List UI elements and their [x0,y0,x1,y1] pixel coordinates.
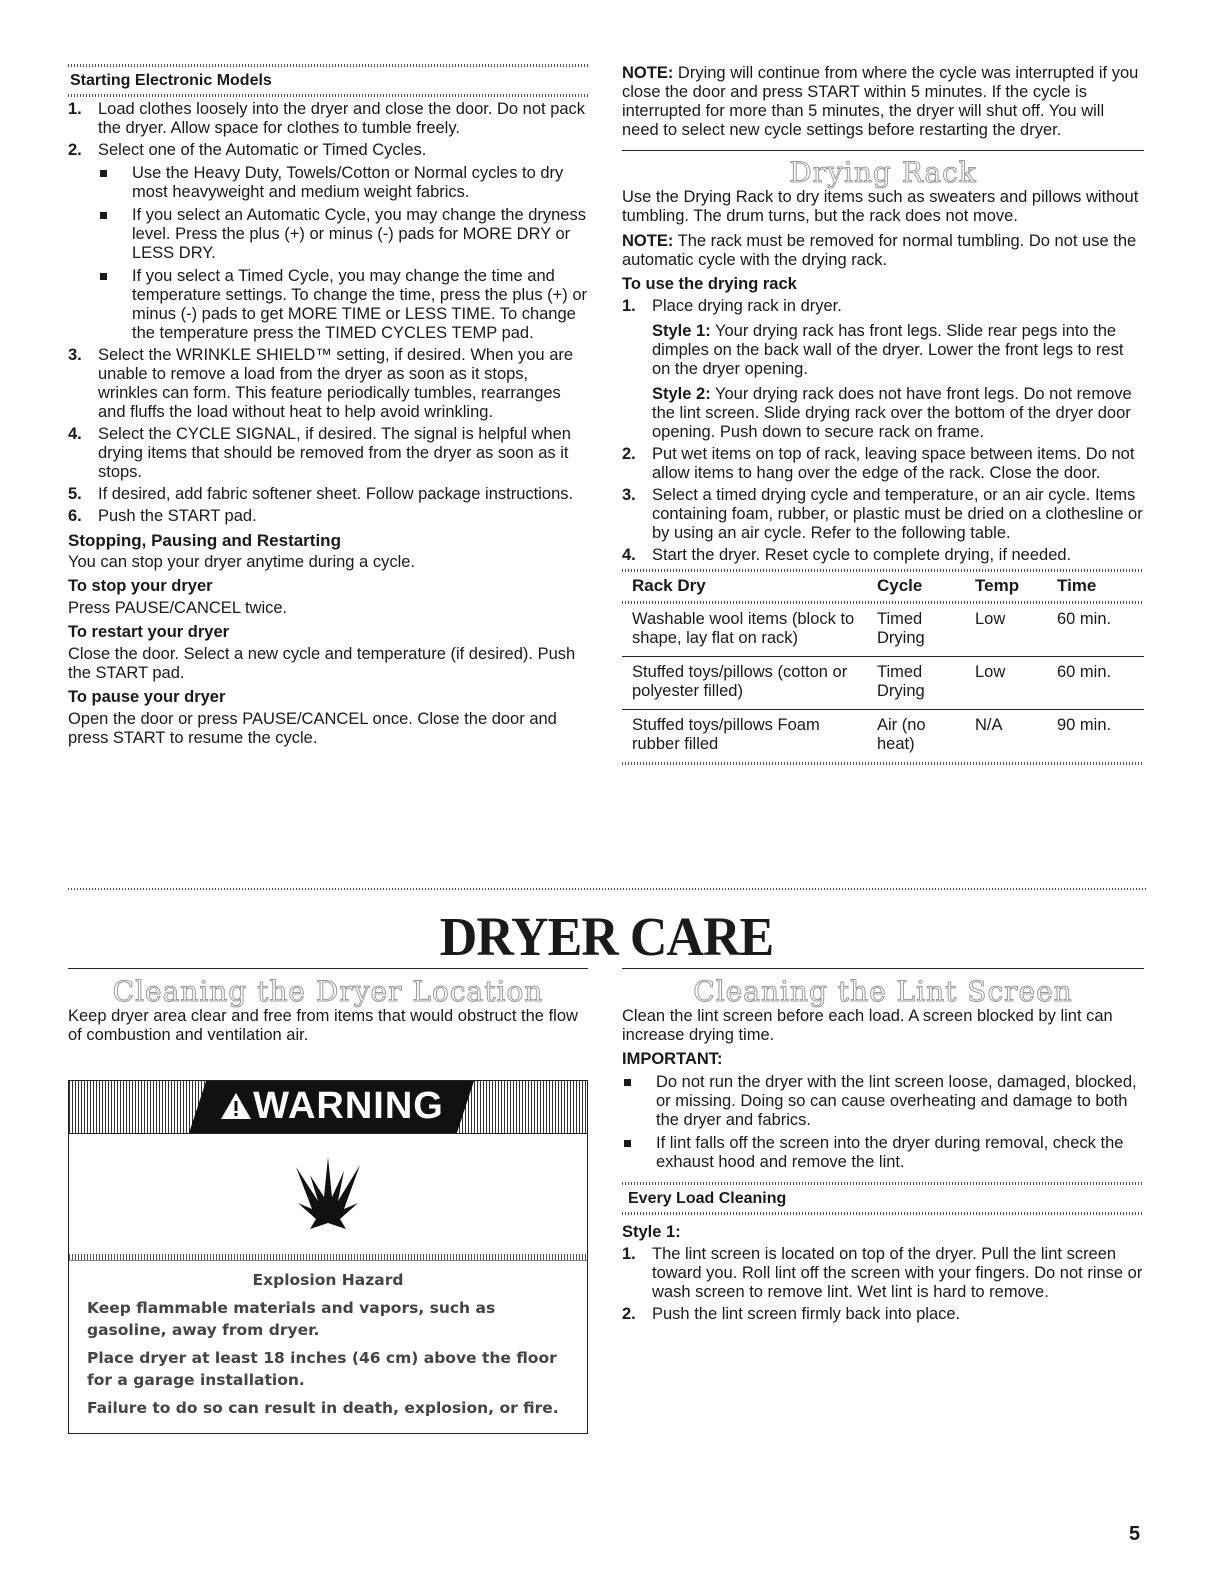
table-cell: Timed Drying [867,604,965,657]
section-divider [68,888,1146,890]
step-text: Place drying rack in dryer. [652,297,842,315]
list-item [622,546,1144,565]
step-number: 3. [622,486,636,504]
lint-screen-section [622,975,1144,1324]
step-text: Start the dryer. Reset cycle to complete drying, if needed. [652,546,1072,564]
list-item [68,346,588,422]
step-text: Load clothes loosely into the dryer and close the door. Do not pack the dryer. Allow space for clothes to tumble freely. [98,100,586,137]
warning-triangle-icon [219,1091,253,1121]
style-label: Style 1: [652,322,711,340]
left-column [68,64,588,748]
step-number: 6. [68,507,82,525]
step-text: Select the WRINKLE SHIELD™ setting, if desired. When you are unable to remove a load from the dryer as soon as it stops, wrinkles can form. This feature periodically tumbles, rearranges and fluffs the load without heat to help avoid wrinkling. [98,346,574,421]
list-item [622,297,1144,442]
divider [622,569,1144,572]
step-text: Select a timed drying cycle and temperature, or an air cycle. Items containing foam, rubber, or plastic must be dried on a clothesline or by using an air cycle. Refer to the following table. [652,486,1143,542]
table-row [622,657,1144,710]
pause-text: Open the door or press PAUSE/CANCEL once. Close the door and press START to resume the cycle. [68,710,557,747]
style1-heading: Style 1: [622,1223,681,1241]
table-cell: 90 min. [1057,716,1112,734]
section-rule [68,968,588,969]
every-load-box [622,1185,1144,1212]
table-header-row [622,574,1144,601]
table-cell: Washable wool items (block to shape, lay flat on rack) [622,604,867,657]
important-label: IMPORTANT: [622,1050,723,1068]
list-item [68,485,588,504]
lint-bullets [622,1073,1144,1172]
stop-heading: To stop your dryer [68,577,213,595]
table-cell: N/A [975,716,1003,734]
style2-paragraph [652,385,1144,442]
page-number: 5 [1129,1523,1141,1545]
table-row [622,710,1144,763]
list-item [68,425,588,482]
table-cell: Stuffed toys/pillows (cotton or polyester filled) [622,657,867,710]
step-text: Push the START pad. [98,507,257,525]
restart-text: Close the door. Select a new cycle and temperature (if desired). Push the START pad. [68,645,576,682]
step-text: If desired, add fabric softener sheet. Follow package instructions. [98,485,574,503]
note-label: NOTE: [622,64,674,82]
rack-note [622,232,1144,270]
stopping-intro: You can stop your dryer anytime during a cycle. [68,553,415,571]
rack-dry-table [622,574,1144,762]
drying-rack-intro: Use the Drying Rack to dry items such as sweaters and pillows without tumbling. The drum turns, but the rack does not move. [622,188,1139,225]
style-text: Your drying rack does not have front legs. Do not remove the lint screen. Slide drying rack over the bottom of the dryer door opening. Push down to secure rack on frame. [652,385,1132,441]
list-item [68,100,588,138]
pause-heading: To pause your dryer [68,688,226,706]
lint-intro: Clean the lint screen before each load. A screen blocked by lint can increase drying time. [622,1007,1113,1044]
stopping-heading: Stopping, Pausing and Restarting [68,531,341,550]
step-number: 2. [622,445,636,463]
table-cell: 60 min. [1047,657,1144,710]
warning-body [69,1261,587,1419]
warning-title [189,1085,474,1128]
table-cell: Air (no heat) [877,716,926,753]
restart-heading: To restart your dryer [68,623,230,641]
warning-band [69,1081,587,1134]
step-number: 4. [68,425,82,443]
explosion-icon [288,1149,368,1239]
starting-heading: Starting Electronic Models [70,72,272,89]
section-rule [622,150,1144,151]
step-number: 1. [68,100,82,118]
lint-screen-title: Cleaning the Lint Screen [693,975,1073,1008]
bullet-item: Use the Heavy Duty, Towels/Cotton or Normal cycles to dry most heavyweight and medium weight fabrics. [98,164,588,202]
rack-steps [622,297,1144,565]
hazard-title: Explosion Hazard [252,1271,404,1289]
stop-text: Press PAUSE/CANCEL twice. [68,599,288,617]
step-number: 5. [68,485,82,503]
warning-line: Failure to do so can result in death, explosion, or fire. [87,1399,559,1417]
dryer-care-title: DRYER CARE [439,907,774,968]
bullet-item: If lint falls off the screen into the dryer during removal, check the exhaust hood and remove the lint. [622,1134,1144,1172]
col-temp: Temp [975,576,1020,595]
warning-icon-area [69,1134,587,1254]
divider [622,762,1144,765]
table-cell: 60 min. [1047,604,1144,657]
step-number: 1. [622,297,636,315]
step-number: 2. [68,141,82,159]
note-text: Drying will continue from where the cycle was interrupted if you close the door and press START within 5 minutes. If the cycle is interrupted for more than 5 minutes, the dryer will shut off. You will need to select new cycle settings before restarting the dryer. [622,64,1139,139]
step-text: Select the CYCLE SIGNAL, if desired. The signal is helpful when drying items that should be removed from the dryer as soon as it stops. [98,425,571,481]
list-item [622,1305,1144,1324]
section-rule [622,968,1144,969]
drying-rack-title: Drying Rack [789,156,977,189]
step-number: 1. [622,1245,636,1263]
list-item [622,1245,1144,1302]
list-item [68,507,588,526]
table-cell: Stuffed toys/pillows Foam rubber filled [632,716,820,753]
note-text: The rack must be removed for normal tumbling. Do not use the automatic cycle with the drying rack. [622,232,1137,269]
step-text: Put wet items on top of rack, leaving space between items. Do not allow items to hang over the edge of the rack. Close the door. [652,445,1135,482]
bullet-item: Do not run the dryer with the lint screen loose, damaged, blocked, or missing. Doing so can cause overheating and damage to both the dryer and fabrics. [622,1073,1144,1130]
step-text: The lint screen is located on top of the dryer. Pull the lint screen toward you. Roll lint off the screen with your fingers. Do not rinse or wash screen to remove lint. Wet lint is hard to remove. [652,1245,1143,1301]
lint-steps [622,1245,1144,1324]
cycle-bullets [98,164,588,343]
step-number: 2. [622,1305,636,1323]
list-item [622,445,1144,483]
table-row [622,604,1144,657]
col-rack-dry: Rack Dry [632,576,706,595]
list-item [68,141,588,343]
cleaning-location-text: Keep dryer area clear and free from items that would obstruct the flow of combustion and ventilation air. [68,1007,578,1044]
every-load-heading: Every Load Cleaning [628,1190,787,1207]
cleaning-location-section [68,975,588,1045]
warning-box [68,1080,588,1434]
warning-divider [69,1254,587,1261]
starting-heading-box [68,67,588,94]
style1-paragraph [652,322,1144,379]
step-number: 4. [622,546,636,564]
divider [68,94,588,97]
warning-line: Place dryer at least 18 inches (46 cm) above the floor for a garage installation. [87,1349,557,1389]
table-cell: Low [965,657,1047,710]
bullet-item: If you select an Automatic Cycle, you may change the dryness level. Press the plus (+) or minus (-) pads for MORE DRY or LESS DRY. [98,206,588,263]
step-text: Select one of the Automatic or Timed Cycles. [98,141,427,159]
style-label: Style 2: [652,385,711,403]
table-cell: Timed Drying [867,657,965,710]
right-column [622,64,1144,765]
warning-word: WARNING [253,1085,444,1127]
step-text: Push the lint screen firmly back into place. [652,1305,961,1323]
note-label: NOTE: [622,232,674,250]
step-number: 3. [68,346,82,364]
note-paragraph [622,64,1144,140]
col-cycle: Cycle [877,576,923,595]
cleaning-location-title: Cleaning the Dryer Location [112,975,544,1008]
col-time: Time [1057,576,1097,595]
warning-line: Keep flammable materials and vapors, such as gasoline, away from dryer. [87,1299,496,1339]
bullet-item: If you select a Timed Cycle, you may change the time and temperature settings. To change the time, press the plus (+) or minus (-) pads to get MORE TIME or LESS TIME. To change the temperature press the TIMED CYCLES TEMP pad. [98,267,588,343]
use-rack-heading: To use the drying rack [622,275,797,293]
starting-steps [68,100,588,526]
divider [622,1212,1144,1215]
table-cell: Low [965,604,1047,657]
list-item [622,486,1144,543]
style-text: Your drying rack has front legs. Slide rear pegs into the dimples on the back wall of the dryer. Lower the front legs to rest on the dryer opening. [652,322,1124,378]
